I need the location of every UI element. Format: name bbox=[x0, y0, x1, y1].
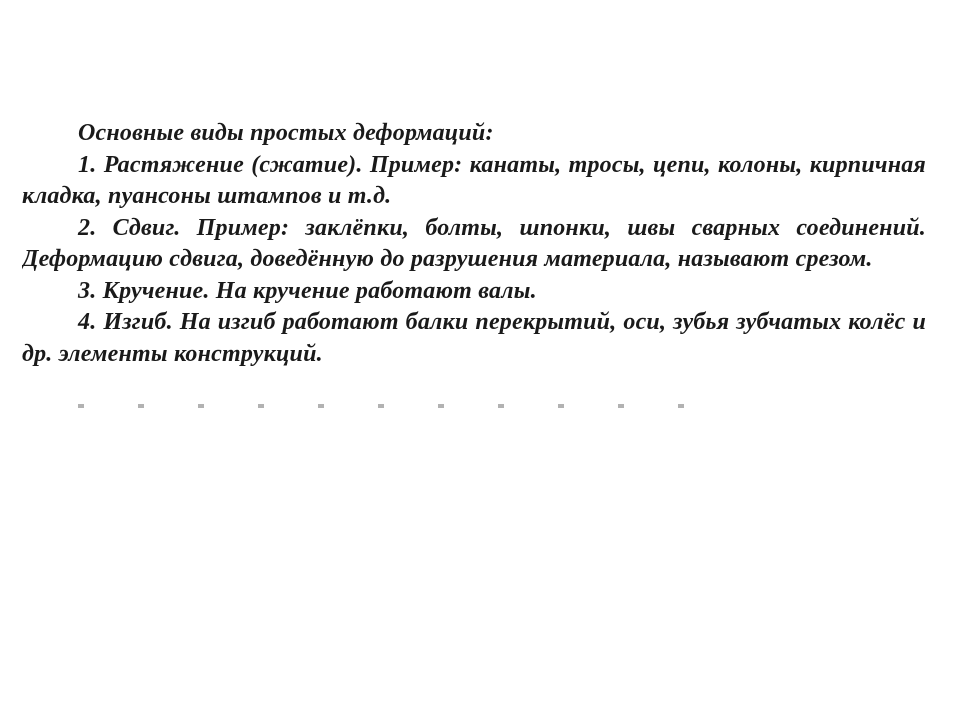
item-torsion: 3. Кручение. На кручение работают валы. bbox=[78, 277, 537, 304]
item-shear: 2. Сдвиг. Пример: заклёпки, болты, шпонки, швы сварных соединений. Деформацию сдвига, доведённую до разрушения материала, называют срезом. bbox=[22, 214, 926, 272]
item-bending: 4. Изгиб. На изгиб работают балки перекрытий, оси, зубья зубчатых колёс и др. элементы конструкций. bbox=[22, 309, 926, 367]
heading-text: Основные виды простых деформаций: bbox=[78, 120, 494, 146]
item-tension: 1. Растяжение (сжатие). Пример: канаты, тросы, цепи, колоны, кирпичная кладка, пуансоны штампов и т.д. bbox=[22, 151, 926, 209]
deformation-text-block bbox=[22, 118, 926, 410]
cropped-line-remnant bbox=[22, 404, 926, 410]
